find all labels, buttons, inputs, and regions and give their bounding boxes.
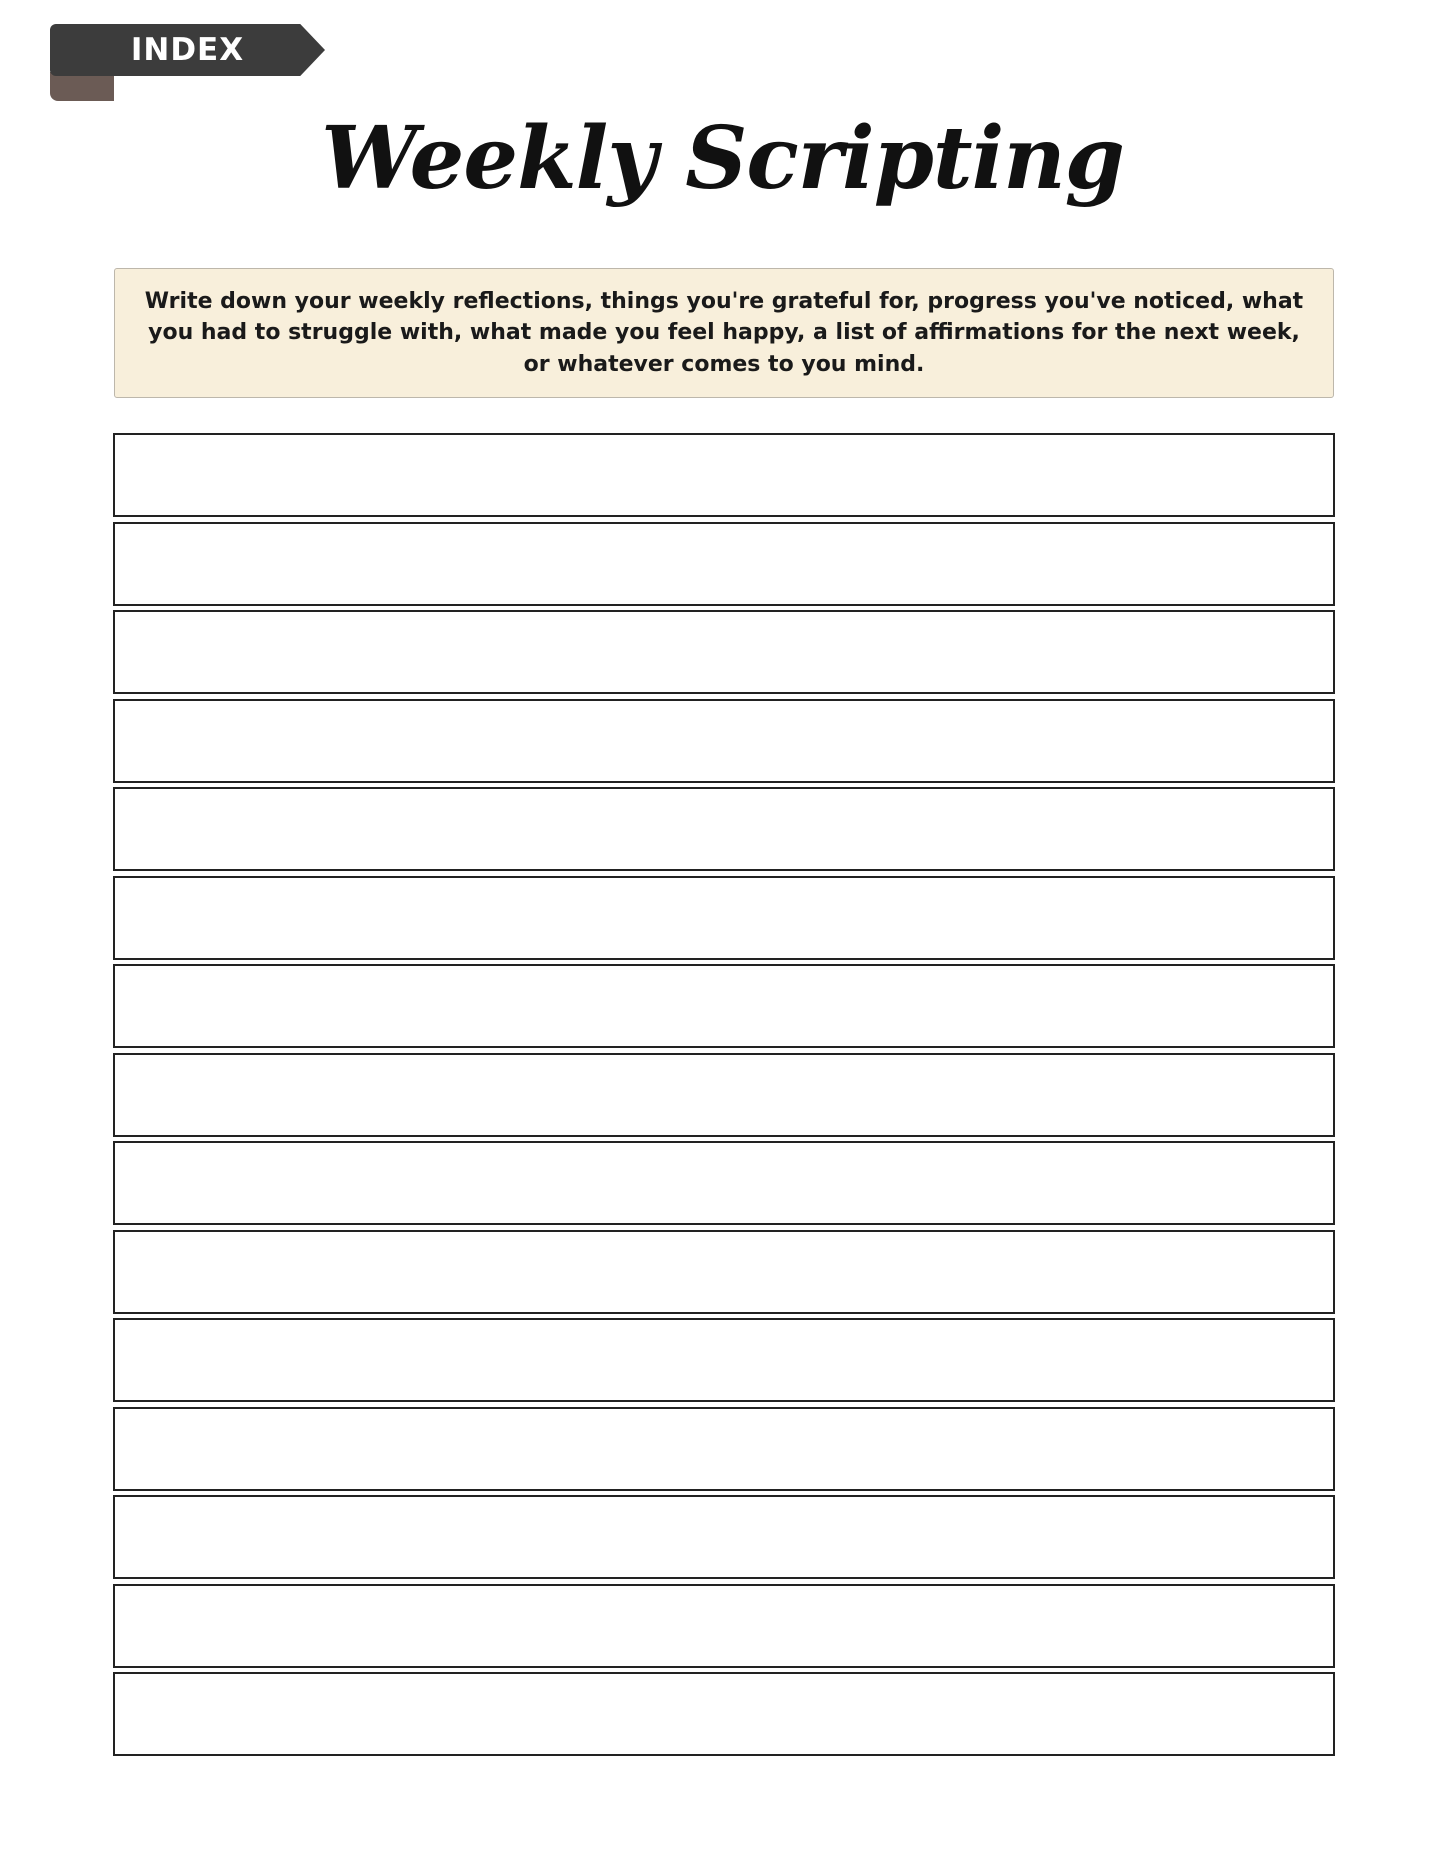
instructions-box <box>114 268 1334 398</box>
index-tab-button[interactable] <box>50 24 325 101</box>
writing-line[interactable] <box>113 1230 1335 1314</box>
writing-line[interactable] <box>113 1495 1335 1579</box>
writing-line[interactable] <box>113 1318 1335 1402</box>
page-title: Weekly Scripting <box>321 108 1124 209</box>
index-tab-label: INDEX <box>130 32 245 68</box>
writing-line[interactable] <box>113 433 1335 517</box>
writing-line[interactable] <box>113 787 1335 871</box>
writing-line[interactable] <box>113 1584 1335 1668</box>
writing-line[interactable] <box>113 1141 1335 1225</box>
index-tab-fold <box>50 72 114 101</box>
writing-line[interactable] <box>113 1672 1335 1756</box>
writing-line[interactable] <box>113 699 1335 783</box>
writing-line[interactable] <box>113 1053 1335 1137</box>
writing-lines <box>113 433 1335 1761</box>
writing-line[interactable] <box>113 964 1335 1048</box>
instructions-text: Write down your weekly reflections, things you're grateful for, progress you've noticed, what you had to struggle with, what made you feel happy, a list of affirmations for the next week, or whatever comes to you mind. <box>144 288 1304 377</box>
writing-line[interactable] <box>113 522 1335 606</box>
writing-line[interactable] <box>113 610 1335 694</box>
writing-line[interactable] <box>113 1407 1335 1491</box>
writing-line[interactable] <box>113 876 1335 960</box>
